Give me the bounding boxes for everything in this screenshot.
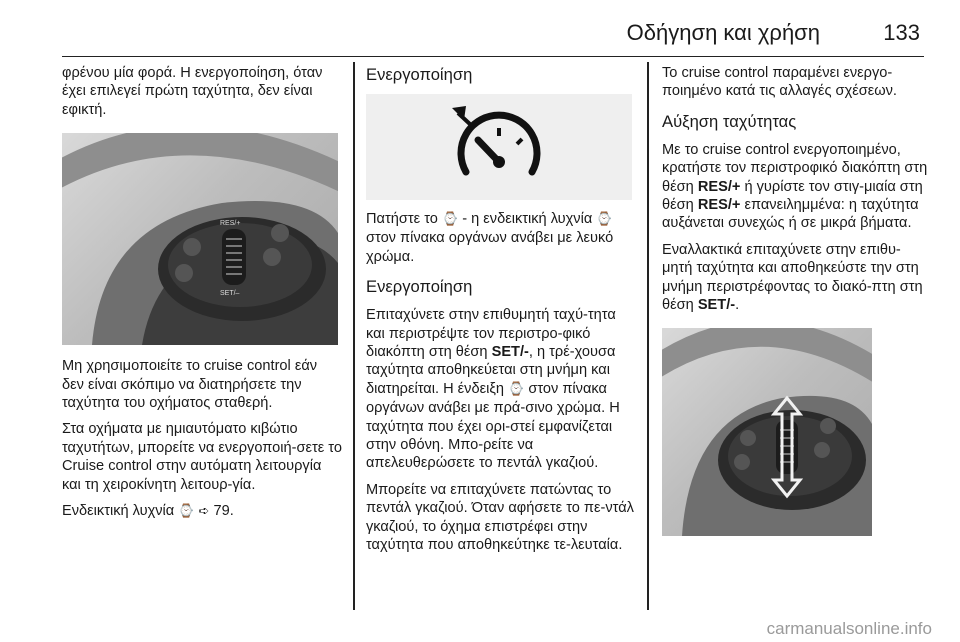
text-span: ή γυρίστε τον στιγ-μιαία στη θέση <box>662 178 923 214</box>
speedometer-icon: ⌚ <box>178 504 195 520</box>
text-span: , η τρέ-χουσα ταχύτητα αποθηκεύεται στη μνήμη και διατηρείται. Η ένδειξη <box>366 344 616 397</box>
paragraph <box>662 141 930 233</box>
page-reference[interactable]: 79. <box>213 503 234 520</box>
text-span: στον πίνακα οργάνων ανάβει με λευκό χρώμα. <box>366 230 614 265</box>
steering-wheel-controls-image <box>662 328 872 536</box>
cruise-control-icon-box <box>366 94 632 200</box>
steering-wheel-controls-image <box>62 133 338 345</box>
res-label: RES/+ <box>220 220 241 228</box>
column-divider <box>353 62 355 610</box>
text-span: Εναλλακτικά επιταχύνετε στην επιθυ-μητή ταχύτητα και αποθηκεύστε την στη μνήμη περιστρέφοντας το διακό-πτη στη θέση <box>662 241 923 314</box>
section-heading: Ενεργοποίηση <box>366 277 473 297</box>
section-heading: Αύξηση ταχύτητας <box>662 111 797 131</box>
column-divider <box>647 62 649 610</box>
column-3 <box>662 64 930 536</box>
paragraph <box>366 210 638 266</box>
speedometer-icon: ⌚ <box>596 212 613 227</box>
paragraph <box>62 502 342 521</box>
steering-wheel-photo <box>662 328 872 536</box>
switch-position-set: SET/- <box>491 344 529 361</box>
paragraph <box>662 241 930 315</box>
paragraph: Το cruise control παραμένει ενεργο-ποιημένο κατά τις αλλαγές σχέσεων. <box>662 65 897 100</box>
switch-position-res: RES/+ <box>697 197 741 214</box>
watermark: carmanualsonline.info <box>766 619 932 638</box>
set-label: SET/– <box>220 290 240 298</box>
reference-arrow-icon: ➪ <box>198 504 210 520</box>
paragraph: Μη χρησιμοποιείτε το cruise control εάν δεν είναι σκόπιμο να διατηρήσετε την ταχύτητα του οχήματος σταθερή. <box>62 358 318 412</box>
section-heading: Ενεργοποίηση <box>366 65 473 84</box>
paragraph: Στα οχήματα με ημιαυτόματο κιβώτιο ταχυτήτων, μπορείτε να ενεργοποιή-σετε το Cruise control στην αυτόματη λειτουργία και τη χειροκίνητη λειτουρ-γία. <box>62 421 342 493</box>
text-span: . <box>735 297 740 314</box>
page-number: 133 <box>883 20 920 45</box>
text-span: στον πίνακα οργάνων ανάβει με πρά-σινο χρώμα. Η ταχύτητα που έχει ορι-στεί εμφανίζεται στην οθόνη. Μπο-ρείτε να απελευθερώσετε το πεντάλ γκαζιού. <box>366 380 620 472</box>
speedometer-icon: ⌚ <box>508 381 525 397</box>
speedometer-icon: ⌚ <box>441 212 459 227</box>
speedometer-icon <box>366 94 632 200</box>
text-span: επανειλημμένα: η ταχύτητα αυξάνεται συνεχώς ή σε μικρά βήματα. <box>662 197 919 232</box>
page-header <box>62 16 924 57</box>
text-span: Ενδεικτική λυχνία <box>62 503 175 520</box>
text-span: Με το cruise control ενεργοποιημένο, κρατήστε τον περιστροφικό διακόπτη στη θέση <box>662 141 928 195</box>
paragraph <box>366 306 638 473</box>
paragraph: Μπορείτε να επιταχύνετε πατώντας το πεντάλ γκαζιού. Όταν αφήσετε το πε-ντάλ γκαζιού, το όχημα επιστρέφει στην ταχύτητα που αποθηκεύτηκε τε-λευταία. <box>366 481 634 554</box>
steering-wheel-photo <box>62 133 338 345</box>
column-1 <box>62 64 342 529</box>
text-span: Πατήστε το <box>366 211 438 227</box>
switch-position-set: SET/- <box>697 297 736 314</box>
column-2 <box>366 64 638 563</box>
text-span: - η ενδεικτική λυχνία <box>462 211 593 227</box>
switch-position-res: RES/+ <box>697 178 741 195</box>
text-span: Επιταχύνετε στην επιθυμητή ταχύ-τητα και περιστρέψτε τον περιστρο-φικό διακόπτη στη θέση <box>366 307 616 361</box>
page-title: Οδήγηση και χρήση <box>626 20 820 45</box>
paragraph: φρένου μία φορά. Η ενεργοποίηση, όταν έχει επιλεγεί πρώτη ταχύτητα, δεν είναι εφικτή. <box>62 65 323 118</box>
